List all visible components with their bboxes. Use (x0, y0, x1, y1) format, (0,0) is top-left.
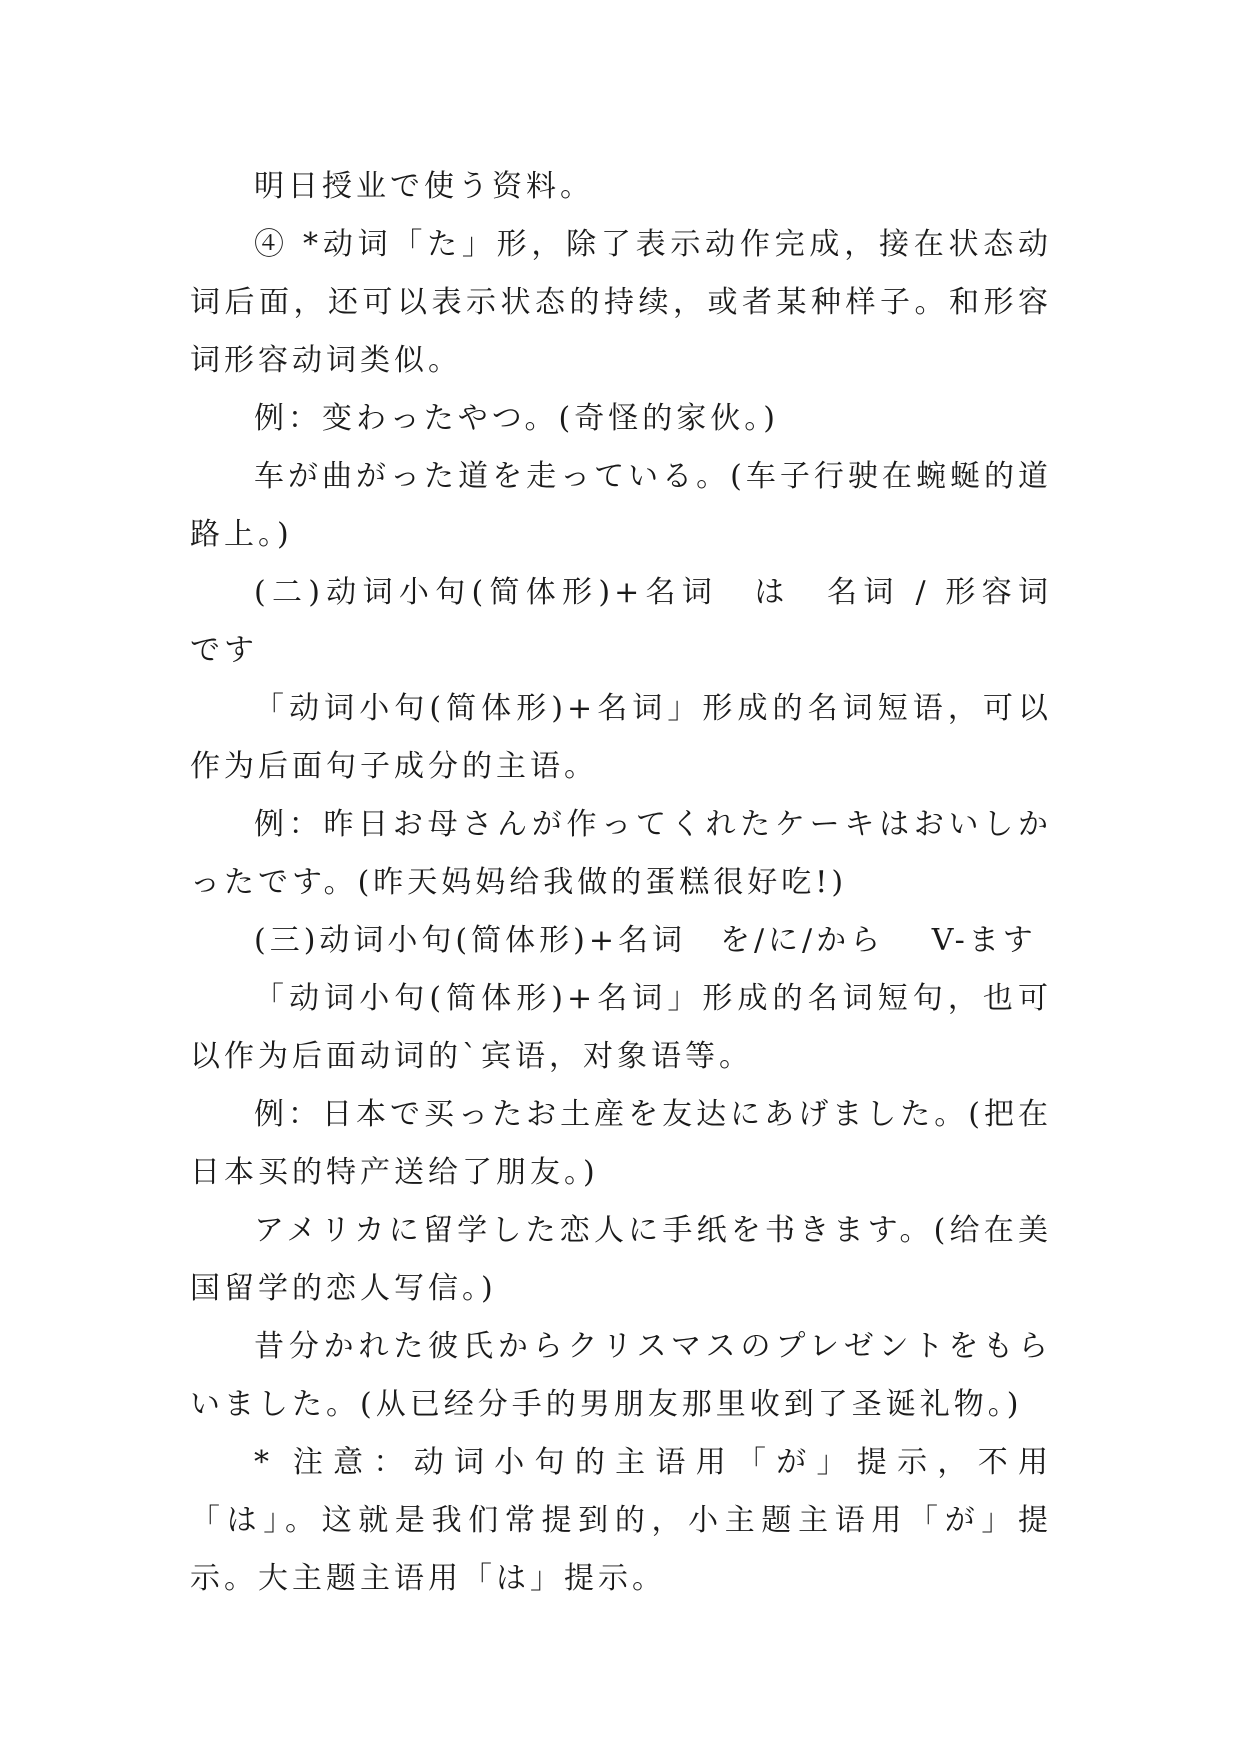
paragraph-1: 明日授业で使う资料。 (254, 169, 594, 204)
paragraph-8: (三)动词小句(简体形)+名词 を/に/から V-ます (254, 923, 1037, 958)
paragraph-2: ④ *动词「た」形，除了表示动作完成，接在状态动词后面，还可以表示状态的持续，或者某种样子。和形容词形容动词类似。 (190, 227, 1052, 378)
paragraph-6: 「动词小句(简体形)+名词」形成的名词短语，可以作为后面句子成分的主语。 (190, 691, 1052, 784)
document-page (190, 158, 1086, 1608)
paragraph-3: 例：变わったやつ。(奇怪的家伙。) (254, 401, 779, 436)
paragraph-10: 例：日本で买ったお土産を友达にあげました。(把在日本买的特产送给了朋友。) (190, 1097, 1052, 1190)
paragraph-7: 例：昨日お母さんが作ってくれたケーキはおいしかったです。(昨天妈妈给我做的蛋糕很好吃!) (190, 807, 1052, 900)
paragraph-5: (二)动词小句(简体形)+名词 は 名词 / 形容词 です (190, 575, 1086, 668)
paragraph-12: 昔分かれた彼氏からクリスマスのプレゼントをもらいました。(从已经分手的男朋友那里收到了圣诞礼物。) (190, 1329, 1052, 1422)
paragraph-4: 车が曲がった道を走っている。(车子行驶在蜿蜒的道路上。) (190, 459, 1052, 552)
paragraph-11: アメリカに留学した恋人に手纸を书きます。(给在美国留学的恋人写信。) (190, 1213, 1052, 1306)
paragraph-9: 「动词小句(简体形)+名词」形成的名词短句，也可以作为后面动词的`宾语，对象语等。 (190, 981, 1052, 1074)
paragraph-13: * 注意：动词小句的主语用「が」提示，不用「は」。这就是我们常提到的，小主题主语用「が」提示。大主题主语用「は」提示。 (190, 1445, 1052, 1596)
